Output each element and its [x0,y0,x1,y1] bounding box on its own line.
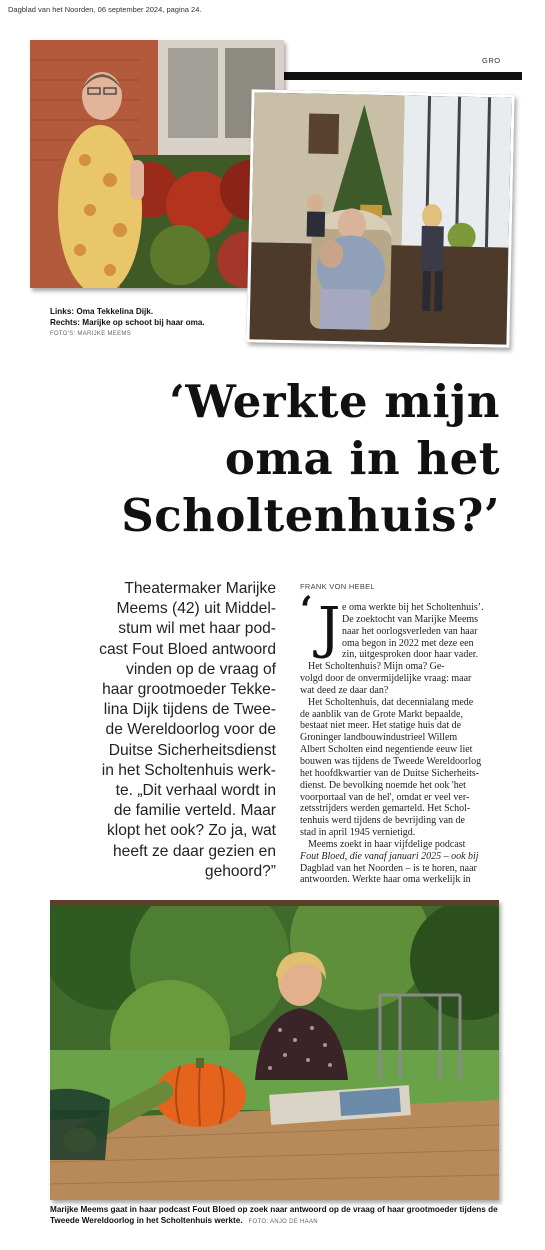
section-rule [282,72,522,80]
body-line: Meems zoekt in haar vijfdelige podcast [308,838,466,850]
photo-marijke-on-lap-illustration [249,92,511,344]
photo-credit-bottom: FOTO: ANJO DE HAAN [248,1219,318,1225]
body-line: het hoofdkwartier van de Duitse Sicherheits- [300,767,480,779]
headline-line: oma in het [224,432,500,485]
intro-text [44,579,276,882]
section-label: GRO [482,56,501,65]
body-line: Groninger landbouwindustrieel Willem [300,732,458,744]
publication-info: Dagblad van het Noorden, 06 september 2024, pagina 24. [8,5,202,14]
body-line: Fout Bloed, die vanaf januari 2025 – ook bij [300,850,479,862]
headline-line: Scholtenhuis?’ [121,489,500,542]
intro-line: lina Dijk tijdens de Twee- [103,701,276,719]
body-line: de aanblik van de Grote Markt bepaalde, [300,708,463,720]
intro-line: in het Scholtenhuis werk- [101,761,276,779]
body-line: stad in april 1945 vernietigd. [300,827,416,839]
intro-line: klopt het ook? Zo ja, wat [106,822,276,840]
photo-credit-top: FOTO'S: MARIJKE MEEMS [50,331,132,337]
photo-marijke-garden [50,900,499,1200]
headline-line: ‘Werkte mijn [169,375,500,428]
body-line: Albert Scholten eind negentiende eeuw liet [300,744,473,756]
intro-line: Duitse Sicherheitsdienst [108,741,276,759]
body-line: e oma werkte bij het Scholtenhuis’. [342,602,484,613]
intro-line: de Wereldoorlog voor de [105,721,276,739]
body-line: De zoektocht van Marijke Meems [342,613,479,625]
intro-line: gehoord?” [204,862,276,880]
caption-line: Rechts: Marijke op schoot bij haar oma. [50,318,205,327]
body-line: volgd door de onvermijdelijke vraag: maar [300,673,472,685]
body-line: bestaat niet meer. Het statige huis dat de [300,720,462,732]
caption-line: Links: Oma Tekkelina Dijk. [50,307,154,316]
photo-caption-top [50,306,250,328]
body-line: Het Scholtenhuis, dat decennialang mede [308,696,474,708]
intro-line: vinden op de vraag of [126,660,276,678]
body-line: antwoorden. Werkte haar oma werkelijk in [300,874,471,886]
intro-line: cast Fout Bloed antwoord [99,640,276,658]
photo-grandmother-illustration [30,40,284,288]
byline: FRANK VON HEBEL [300,582,375,591]
caption-line [50,1215,510,1228]
body-line: zin, uitgesproken door haar vader. [342,649,479,661]
photo-grandmother [30,40,284,288]
caption-text: Tweede Wereldoorlog in het Scholtenhuis werkte. [50,1216,243,1225]
intro-line: haar grootmoeder Tekke- [102,681,276,699]
caption-line: Marijke Meems gaat in haar podcast Fout Bloed op zoek naar antwoord op de vraag of haar grootmoeder tijdens de [50,1205,498,1214]
body-line: zetsstrijders werden gemarteld. Het Schol- [300,803,471,815]
headline [40,373,500,544]
body-line: dienst. De bevolking noemde het ook 'het [300,779,466,791]
intro-line: te. „Dit verhaal wordt in [115,782,276,800]
drop-quote: ‘ [300,589,313,631]
intro-line: heeft ze daar gezien en [113,842,276,860]
body-line: bouwen was tijdens de Tweede Wereldoorlog [300,755,482,767]
intro-line: stum wil met haar pod- [118,620,276,638]
body-line: Dagblad van het Noorden – is te horen, naar [300,862,477,874]
body-line: voorportaal van de hel', omdat er veel ver- [300,791,470,803]
photo-marijke-on-lap [246,89,514,347]
body-line: tenhuis werd tijdens de bevrijding van de [300,815,465,827]
body-line: naar het oorlogsverleden van haar [342,625,478,637]
drop-cap: J [318,596,341,661]
body-line: oma begon in 2022 met deze een [342,637,474,649]
body-line: Het Scholtenhuis? Mijn oma? Ge- [308,661,445,673]
photo-marijke-garden-illustration [50,900,499,1200]
body-line: wat deed ze daar dan? [300,684,389,696]
intro-line: Theatermaker Marijke [124,580,276,597]
photo-caption-bottom [50,1204,510,1228]
intro-line: de familie verteld. Maar [113,802,276,820]
article-body [300,596,512,886]
intro-line: Meems (42) uit Middel- [116,600,276,618]
